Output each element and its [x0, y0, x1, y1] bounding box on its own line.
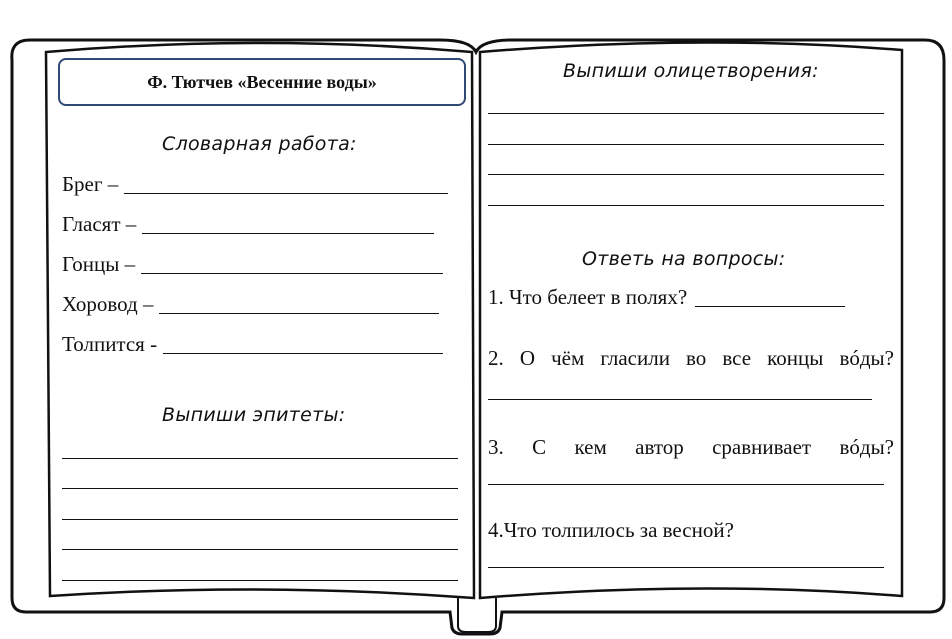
right-page: [480, 42, 902, 598]
personification-heading: Выпиши олицетворения:: [563, 60, 819, 82]
answer-line[interactable]: [124, 192, 448, 194]
vocab-term: Гласят –: [62, 212, 137, 236]
vocab-item: [62, 292, 439, 317]
epithet-line[interactable]: [62, 488, 458, 489]
epithet-line[interactable]: [62, 549, 458, 550]
answer-line[interactable]: [159, 312, 439, 314]
answer-line[interactable]: [695, 305, 845, 307]
answer-line[interactable]: [163, 352, 443, 354]
question-text: 4.Что толпилось за весной?: [488, 518, 734, 542]
question-text: 2. О чём гласили во все концы вóды?: [488, 346, 894, 370]
answer-line[interactable]: [142, 232, 434, 234]
page-title: Ф. Тютчев «Весенние воды»: [58, 58, 466, 106]
answer-line[interactable]: [488, 484, 884, 485]
vocab-term: Толпится -: [62, 332, 158, 356]
vocab-term: Брег –: [62, 172, 119, 196]
personification-line[interactable]: [488, 144, 884, 145]
question-item: [488, 285, 845, 310]
vocab-term: Гонцы –: [62, 252, 136, 276]
vocab-item: [62, 172, 448, 197]
vocab-term: Хоровод –: [62, 292, 154, 316]
epithet-line[interactable]: [62, 458, 458, 459]
vocab-item: [62, 252, 443, 277]
vocab-item: [62, 332, 443, 357]
answer-line[interactable]: [141, 272, 443, 274]
question-text: 1. Что белеет в полях?: [488, 285, 688, 309]
epithet-line[interactable]: [62, 519, 458, 520]
answer-line[interactable]: [488, 399, 872, 400]
vocab-heading: Словарная работа:: [162, 133, 357, 155]
question-text: 3. С кем автор сравнивает вóды?: [488, 435, 894, 459]
personification-line[interactable]: [488, 174, 884, 175]
personification-line[interactable]: [488, 205, 884, 206]
personification-line[interactable]: [488, 113, 884, 114]
questions-heading: Ответь на вопросы:: [582, 248, 786, 270]
epithets-heading: Выпиши эпитеты:: [162, 404, 346, 426]
vocab-item: [62, 212, 434, 237]
epithet-line[interactable]: [62, 580, 458, 581]
left-page: [46, 43, 474, 598]
answer-line[interactable]: [488, 567, 884, 568]
